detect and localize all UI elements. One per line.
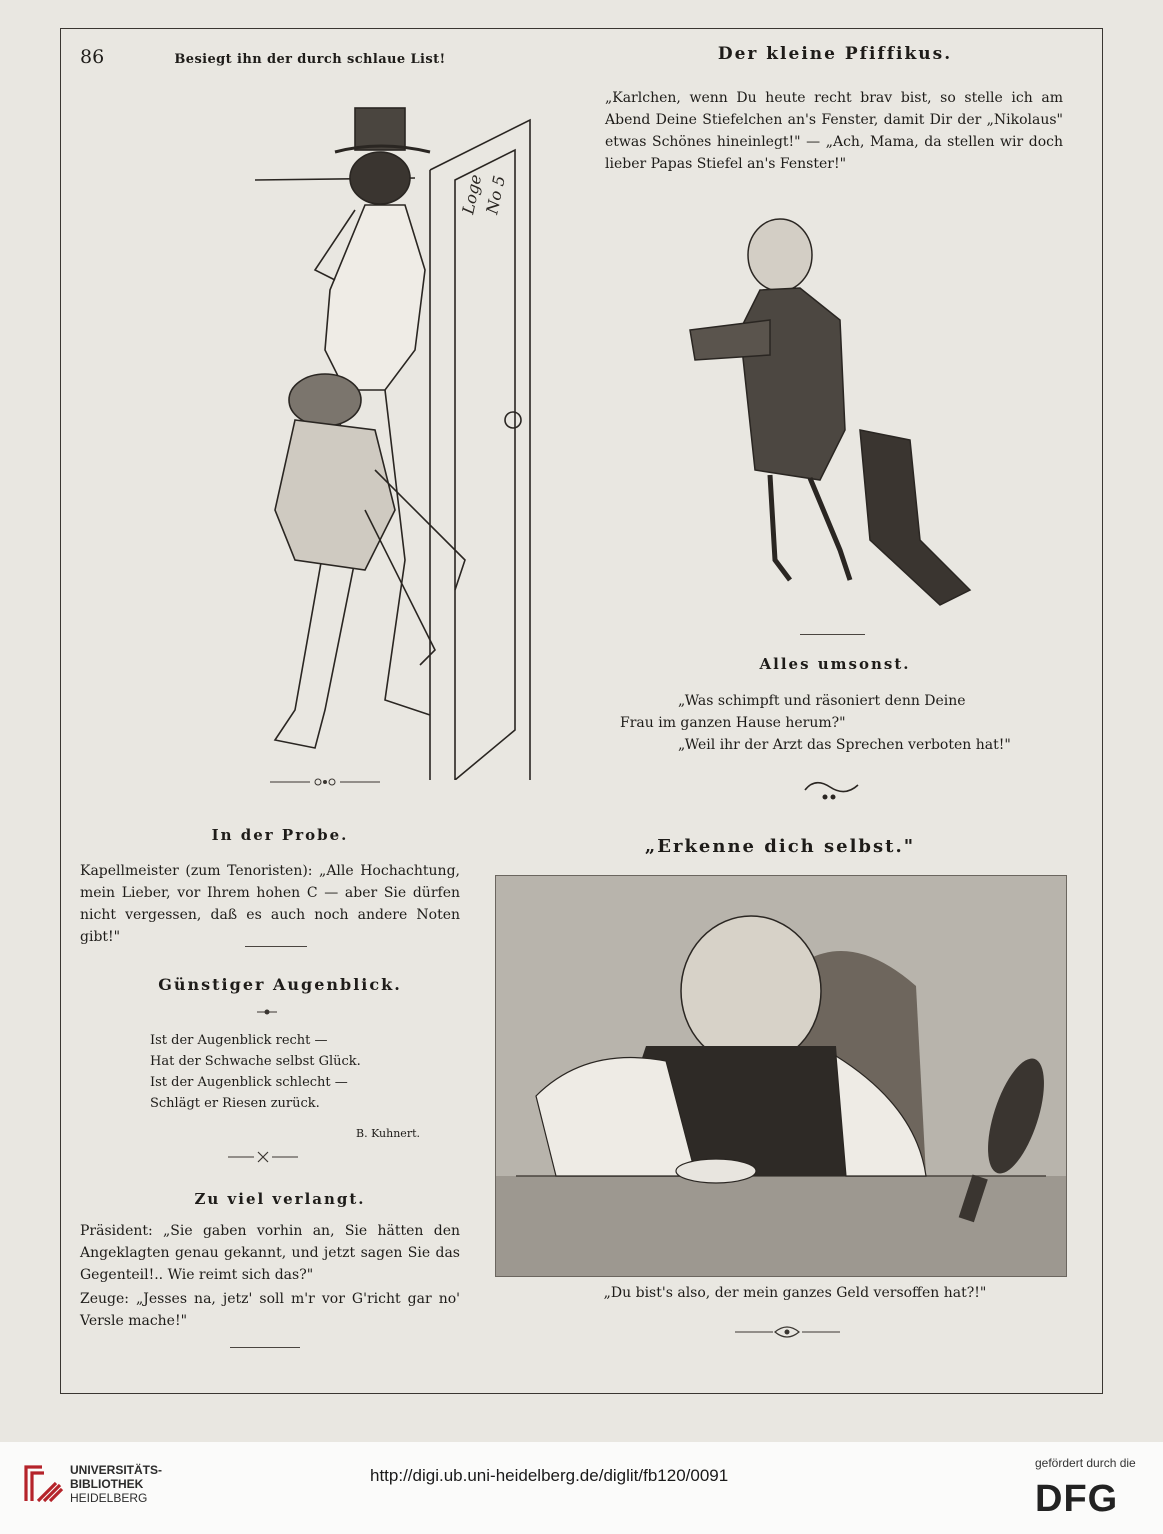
erkenne-caption: „Du bist's also, der mein ganzes Geld versoffen hat?!" — [603, 1285, 987, 1301]
ornament-divider-icon — [228, 1150, 298, 1164]
child-with-boots-illustration — [680, 210, 990, 610]
dfg-logo-text: DFG — [1035, 1478, 1119, 1520]
umsonst-line3: „Weil ihr der Arzt das Sprechen verboten hat!" — [678, 737, 1011, 753]
library-line: UNIVERSITÄTS- — [70, 1463, 163, 1477]
augenblick-poem — [150, 1030, 390, 1114]
poem-line: Ist der Augenblick recht — — [150, 1033, 328, 1048]
verlangt-text1: Präsident: „Sie gaben vorhin an, Sie hätten den Angeklagten genau gekannt, und jetzt sagen Sie das Gegenteil!.. Wie reimt sich das?" — [80, 1223, 460, 1283]
man-with-mirror-illustration — [495, 875, 1067, 1277]
umsonst-line1: „Was schimpft und räsoniert denn Deine — [678, 693, 966, 709]
umsonst-line2: Frau im ganzen Hause herum?" — [620, 715, 846, 731]
verlangt-title: Zu viel verlangt. — [194, 1190, 366, 1208]
probe-title: In der Probe. — [211, 826, 349, 844]
library-line: BIBLIOTHEK — [70, 1477, 144, 1491]
pfiffikus-text: „Karlchen, wenn Du heute recht brav bist, so stelle ich am Abend Deine Stiefelchen an's Fenster, damit Dir der „Nikolaus" etwas Schönes hineinlegt!" — „Ach, Mama, da stellen wir doch lieber Papas Stiefel an's Fenster!" — [605, 90, 1063, 172]
university-library-logo-icon — [22, 1463, 64, 1505]
library-line: HEIDELBERG — [70, 1491, 148, 1505]
door-sign-line1: Loge — [458, 172, 486, 216]
augenblick-title: Günstiger Augenblick. — [158, 975, 402, 994]
ornament-divider-icon — [270, 775, 380, 789]
probe-text: Kapellmeister (zum Tenoristen): „Alle Hochachtung, mein Lieber, vor Ihrem hohen C — aber Sie dürfen nicht vergessen, daß es auch noch andere Noten gibt!" — [80, 863, 460, 945]
poem-author: B. Kuhnert. — [356, 1127, 420, 1140]
poem-line: Schlägt er Riesen zurück. — [150, 1096, 320, 1111]
verlangt-text2: Zeuge: „Jesses na, jetz' soll m'r vor G'richt gar no' Versle mache!" — [80, 1291, 460, 1329]
section-rule — [800, 634, 865, 635]
poem-line: Hat der Schwache selbst Glück. — [150, 1054, 361, 1069]
funded-by-label: gefördert durch die — [1035, 1456, 1136, 1470]
page-number: 86 — [80, 46, 105, 68]
small-ornament-icon — [257, 1007, 277, 1017]
umsonst-title: Alles umsonst. — [759, 655, 911, 673]
ornament-divider-icon — [735, 1322, 840, 1342]
pfiffikus-title: Der kleine Pfiffikus. — [717, 44, 953, 64]
library-name — [70, 1463, 162, 1505]
cartoon-man-at-door-illustration — [255, 90, 555, 780]
erkenne-title: „Erkenne dich selbst." — [644, 836, 916, 857]
ornament-flourish-icon — [800, 775, 865, 805]
section-rule — [230, 1347, 300, 1348]
poem-line: Ist der Augenblick schlecht — — [150, 1075, 348, 1090]
door-sign-line2: No 5 — [482, 173, 510, 216]
cartoon-caption-top: Besiegt ihn der durch schlaue List! — [174, 52, 446, 67]
section-rule — [245, 946, 307, 947]
permalink-url[interactable]: http://digi.ub.uni-heidelberg.de/diglit/fb120/0091 — [370, 1466, 729, 1485]
